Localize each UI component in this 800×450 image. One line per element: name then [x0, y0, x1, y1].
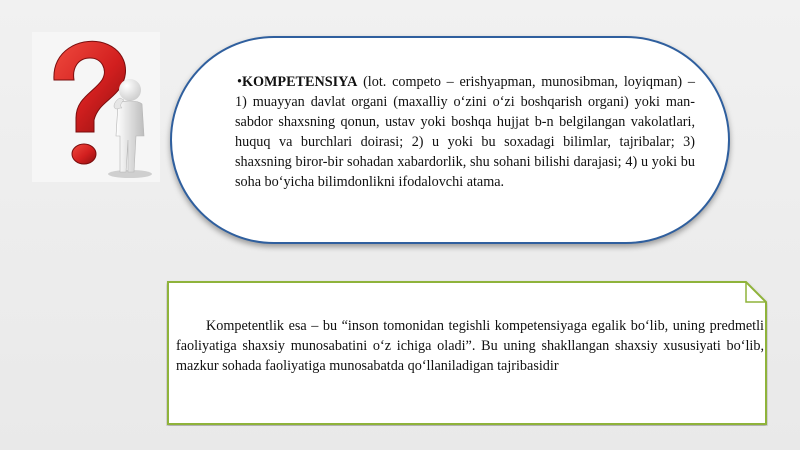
note-text: Kompetentlik esa – bu “inson tomonidan tegishli kompetensiyaga egalik bo‘lib, uning predmetli faoliyatiga shaxsiy munosabatini o‘z ichiga oladi”. Bu uning shakllangan shaxsiy xususiyati bo‘lib, mazkur sohada faoliyatiga munosabatda qo‘llaniladigan tajribasidir: [176, 318, 764, 374]
question-mark-person-icon: [32, 32, 160, 182]
definition-text: •KOMPETENSIYA (lot. competo – erishyapman, munosibman, loyiqman) – 1) muayyan davlat organi (maxalliy o‘zini o‘zi boshqarish organi) yoki man-sabdor shaxsning qonun, ustav yoki boshqa hujjat b-n belgilangan vakolatlari, huquq va burchlari doirasi; 2) u yoki bu soxadagi bilimlar, tajribalar; 3) shaxsning biror-bir sohadan xabardorlik, shu sohani bilishi darajasi; 4) u yoki bu soha bo‘yicha bilimdonlikni ifodalovchi atama.: [235, 74, 695, 190]
definition-term: KOMPETENSIYA: [241, 74, 358, 90]
definition-body: (lot. competo – erishyapman, munosibman, loyiqman) – 1) muayyan davlat organi (maxalliy o‘zini o‘zi boshqarish organi) yoki man-sabdor shaxsning qonun, ustav yoki boshqa hujjat b-n belgilangan vakolatlari, huquq va burchlari doirasi; 2) u yoki bu soxadagi bilimlar, tajribalar; 3) shaxsning biror-bir sohadan xabardorlik, shu sohani bilishi darajasi; 4) u yoki bu soha bo‘yicha bilimdonlikni ifodalovchi atama.: [235, 74, 695, 190]
